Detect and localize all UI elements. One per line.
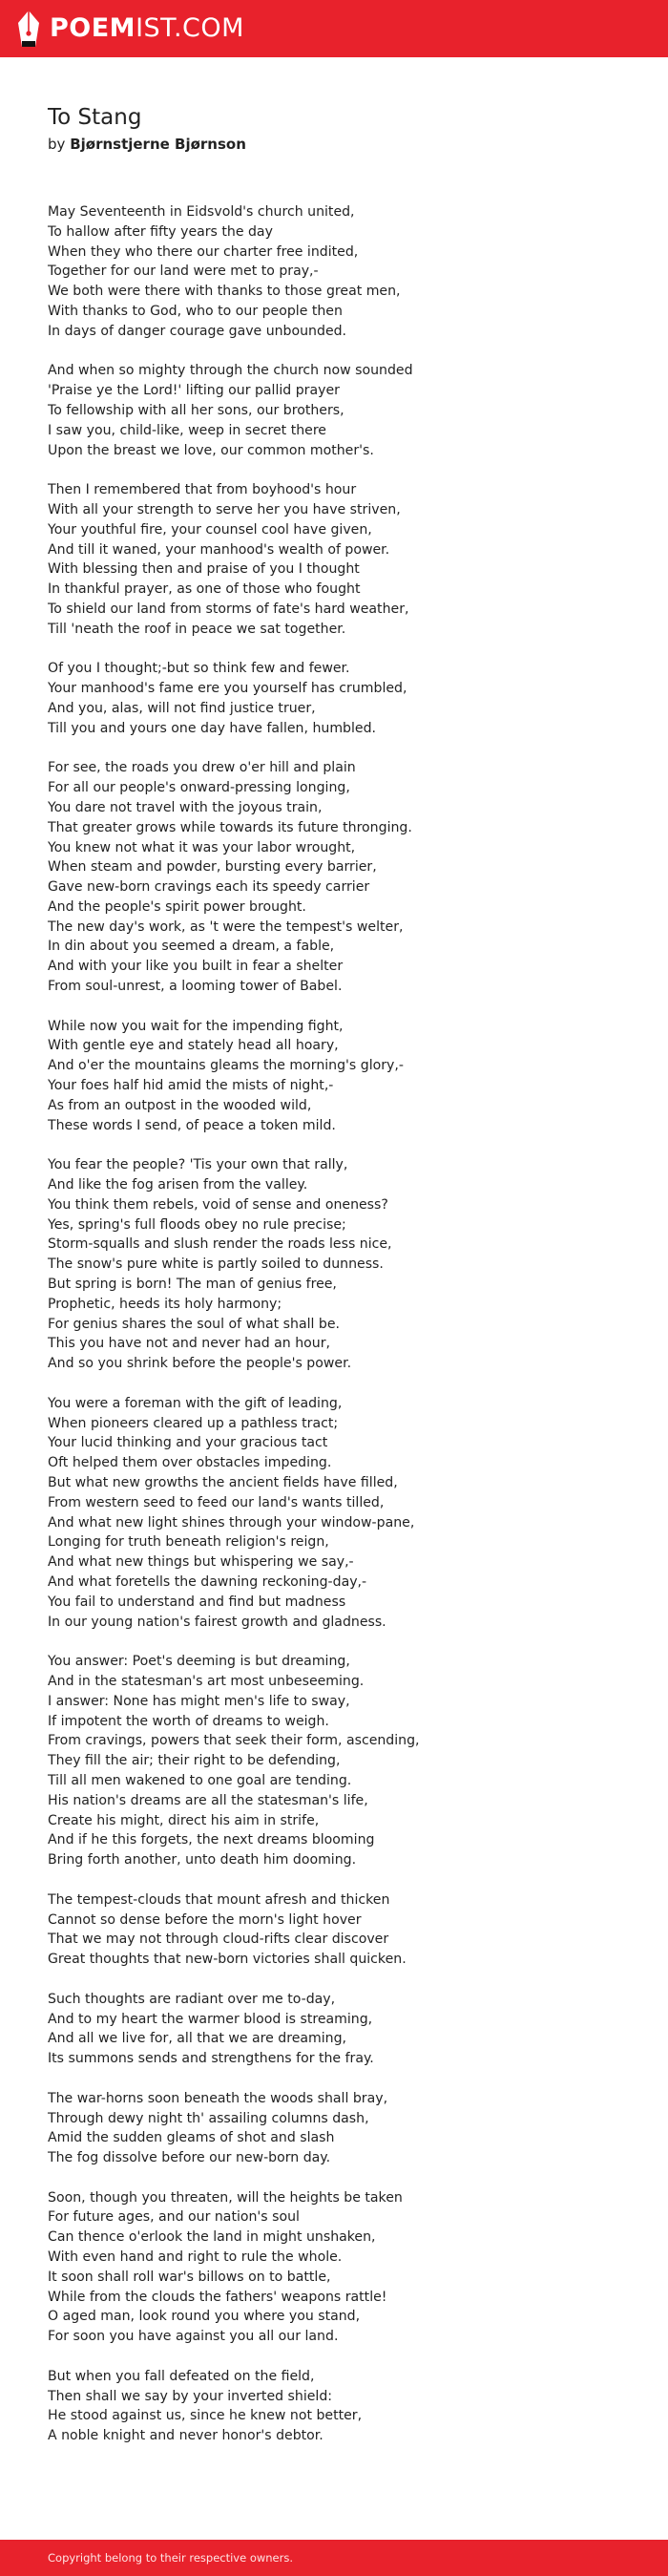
poem-line: Oft helped them over obstacles impeding. <box>48 1455 332 1471</box>
poem-line: It soon shall roll war's billows on to battle, <box>48 2269 331 2285</box>
poem-line: Gave new-born cravings each its speedy carrier <box>48 879 370 896</box>
poem-line: But spring is born! The man of genius free, <box>48 1277 337 1293</box>
poem-line: And so you shrink before the people's power. <box>48 1356 352 1372</box>
poem-line: To shield our land from storms of fate's hard weather, <box>48 601 409 617</box>
poem-line: To fellowship with all her sons, our brothers, <box>48 402 344 418</box>
poem-line: Such thoughts are radiant over me to-day, <box>48 1991 336 2007</box>
poem-line: Bring forth another, unto death him dooming. <box>48 1852 357 1869</box>
poem-stanza <box>48 202 620 342</box>
poem-line: For soon you have against you all our land. <box>48 2329 339 2345</box>
poem-line: From soul-unrest, a looming tower of Babel. <box>48 979 343 995</box>
poem-line: And in the statesman's art most unbeseeming. <box>48 1673 365 1689</box>
poem-line: Longing for truth beneath religion's reign, <box>48 1534 329 1551</box>
poem-line: Your manhood's fame ere you yourself has crumbled, <box>48 681 407 697</box>
poem-line: Soon, though you threaten, will the heights be taken <box>48 2189 403 2206</box>
poem-line: Your lucid thinking and your gracious tact <box>48 1435 328 1451</box>
poem-line: May Seventeenth in Eidsvold's church united, <box>48 204 355 220</box>
poem-byline <box>48 134 620 155</box>
by-label: by <box>48 136 66 153</box>
site-logo[interactable] <box>17 10 244 48</box>
poem-line: And till it waned, your manhood's wealth of power. <box>48 541 390 558</box>
copyright-text: Copyright belong to their respective owners. <box>48 2551 294 2565</box>
poem-line: Then shall we say by your inverted shield: <box>48 2388 333 2404</box>
poem-line: Till all men wakened to one goal are tending. <box>48 1772 352 1788</box>
poem-line: You dare not travel with the joyous train, <box>48 799 323 815</box>
poem-line: And what new things but whispering we say,- <box>48 1554 354 1571</box>
poem-line: And the people's spirit power brought. <box>48 898 306 915</box>
poem-line: With all your strength to serve her you have striven, <box>48 501 401 517</box>
poem-line: In thankful prayer, as one of those who fought <box>48 581 361 598</box>
poem-line: Great thoughts that new-born victories shall quicken. <box>48 1952 407 1968</box>
poem-stanza <box>48 2188 620 2347</box>
poem-line: And all we live for, all that we are dreaming, <box>48 2031 347 2047</box>
poem-stanza <box>48 1017 620 1136</box>
poem-line: And to my heart the warmer blood is streaming, <box>48 2011 373 2027</box>
poem-line: He stood against us, since he knew not better, <box>48 2408 363 2424</box>
poem-line: To hallow after fifty years the day <box>48 223 273 240</box>
poem-line: And when so mighty through the church now sounded <box>48 363 413 379</box>
poem-line: Its summons sends and strengthens for the fray. <box>48 2051 374 2067</box>
poem-line: Your foes half hid amid the mists of night,- <box>48 1078 334 1094</box>
poem-line: Amid the sudden gleams of shot and slash <box>48 2130 335 2146</box>
poem-line: For future ages, and our nation's soul <box>48 2209 300 2226</box>
poem-line: For genius shares the soul of what shall be. <box>48 1316 341 1332</box>
poem-stanza <box>48 1394 620 1633</box>
poem-line: Your youthful fire, your counsel cool have given, <box>48 521 372 538</box>
poem-line: When they who there our charter free indited, <box>48 243 359 260</box>
poem-line: In our young nation's fairest growth and gladness. <box>48 1614 386 1630</box>
poem-line: Create his might, direct his aim in strife, <box>48 1812 320 1828</box>
poem-line: If impotent the worth of dreams to weigh. <box>48 1713 329 1729</box>
poem-line: And what new light shines through your window-pane, <box>48 1514 415 1531</box>
author-link[interactable]: Bjørnstjerne Bjørnson <box>70 136 246 153</box>
poem-line: These words I send, of peace a token mild. <box>48 1117 336 1133</box>
poem-line: And o'er the mountains gleams the morning's glory,- <box>48 1058 404 1074</box>
logo-text-light: IST.COM <box>136 13 244 43</box>
poem-line: Storm-squalls and slush render the roads less nice, <box>48 1236 392 1253</box>
poem-line: For see, the roads you drew o'er hill and plain <box>48 760 356 776</box>
logo-wordmark <box>50 10 244 48</box>
poem-line: I answer: None has might men's life to sway, <box>48 1693 350 1709</box>
poem-line: You answer: Poet's deeming is but dreaming, <box>48 1654 350 1670</box>
poem-line: Upon the breast we love, our common mother's. <box>48 442 374 458</box>
poem-line: From cravings, powers that seek their form, ascending, <box>48 1733 420 1749</box>
poem-line: The new day's work, as 't were the tempest's welter, <box>48 918 404 935</box>
poem-line: Then I remembered that from boyhood's hour <box>48 482 357 498</box>
poem-line: You were a foreman with the gift of leading, <box>48 1395 343 1411</box>
poem-body <box>48 202 620 2446</box>
site-header <box>0 0 668 57</box>
poem-line: And with your like you built in fear a shelter <box>48 959 344 975</box>
poem-line: And you, alas, will not find justice truer, <box>48 700 316 716</box>
poem-line: The snow's pure white is partly soiled to dunness. <box>48 1256 384 1273</box>
poem-line: But what new growths the ancient fields have filled, <box>48 1475 398 1490</box>
poem-line: His nation's dreams are all the statesman's life, <box>48 1792 368 1808</box>
poem-line: A noble knight and never honor's debtor. <box>48 2428 324 2444</box>
poem-line: Together for our land were met to pray,- <box>48 264 319 280</box>
poem-line: And what foretells the dawning reckoning-day,- <box>48 1573 367 1590</box>
poem-stanza <box>48 1652 620 1870</box>
poem-line: Prophetic, heeds its holy harmony; <box>48 1296 282 1312</box>
poem-line: This you have not and never had an hour, <box>48 1336 330 1352</box>
poem-stanza <box>48 1155 620 1374</box>
poem-line: With thanks to God, who to our people then <box>48 303 343 319</box>
poem-stanza <box>48 361 620 460</box>
poem-line: The tempest-clouds that mount afresh and thicken <box>48 1891 390 1908</box>
poem-line: As from an outpost in the wooded wild, <box>48 1097 312 1113</box>
poem-title: To Stang <box>48 105 142 130</box>
poem-line: Till 'neath the roof in peace we sat together. <box>48 621 346 637</box>
poem-line: Yes, spring's full floods obey no rule precise; <box>48 1216 346 1233</box>
poem-line: Till you and yours one day have fallen, humbled. <box>48 720 377 736</box>
poem-stanza <box>48 2367 620 2446</box>
poem-line: You think them rebels, void of sense and oneness? <box>48 1196 388 1213</box>
poem-line: The fog dissolve before our new-born day. <box>48 2150 331 2166</box>
poem-line: And like the fog arisen from the valley. <box>48 1177 308 1193</box>
site-footer <box>0 2540 668 2576</box>
poem-line: Through dewy night th' assailing columns dash, <box>48 2110 369 2126</box>
poem-line: From western seed to feed our land's wants tilled, <box>48 1494 385 1510</box>
poem-line: Cannot so dense before the morn's light hover <box>48 1911 362 1928</box>
poem-line: The war-horns soon beneath the woods shall bray, <box>48 2090 388 2106</box>
poem-line: For all our people's onward-pressing longing, <box>48 780 350 796</box>
logo-text-bold: POEM <box>50 13 136 43</box>
poem-line: 'Praise ye the Lord!' lifting our pallid prayer <box>48 383 340 399</box>
poem-stanza <box>48 659 620 738</box>
poem-stanza <box>48 1990 620 2069</box>
poem-line: You fear the people? 'Tis your own that rally, <box>48 1157 348 1173</box>
poem-line: With even hand and right to rule the whole. <box>48 2249 343 2266</box>
poem-line: And if he this forgets, the next dreams blooming <box>48 1832 375 1848</box>
poem-line: You fail to understand and find but madness <box>48 1594 346 1610</box>
poem-line: When pioneers cleared up a pathless tract; <box>48 1415 339 1431</box>
poem-line: You knew not what it was your labor wrought, <box>48 839 356 855</box>
poem-line: While now you wait for the impending fight, <box>48 1018 344 1034</box>
poem-container <box>48 103 620 2466</box>
poem-line: I saw you, child-like, weep in secret there <box>48 422 326 438</box>
poem-stanza <box>48 758 620 997</box>
poem-line: That greater grows while towards its future thronging. <box>48 819 412 835</box>
poem-stanza <box>48 2089 620 2168</box>
poem-line: They fill the air; their right to be defending, <box>48 1753 341 1769</box>
poem-line: But when you fall defeated on the field, <box>48 2368 315 2384</box>
poem-line: In days of danger courage gave unbounded. <box>48 323 347 339</box>
poem-line: O aged man, look round you where you stand, <box>48 2309 361 2325</box>
poem-line: That we may not through cloud-rifts clear discover <box>48 1932 389 1948</box>
pen-nib-icon <box>17 10 40 48</box>
poem-line: Of you I thought;-but so think few and fewer. <box>48 661 350 677</box>
poem-line: Can thence o'erlook the land in might unshaken, <box>48 2229 376 2246</box>
poem-stanza <box>48 1890 620 1970</box>
poem-line: When steam and powder, bursting every barrier, <box>48 859 377 876</box>
poem-line: While from the clouds the fathers' weapons rattle! <box>48 2289 387 2305</box>
poem-stanza <box>48 480 620 639</box>
poem-line: We both were there with thanks to those great men, <box>48 284 401 300</box>
poem-line: With gentle eye and stately head all hoary, <box>48 1038 339 1054</box>
poem-line: With blessing then and praise of you I thought <box>48 561 360 578</box>
poem-line: In din about you seemed a dream, a fable, <box>48 939 335 955</box>
